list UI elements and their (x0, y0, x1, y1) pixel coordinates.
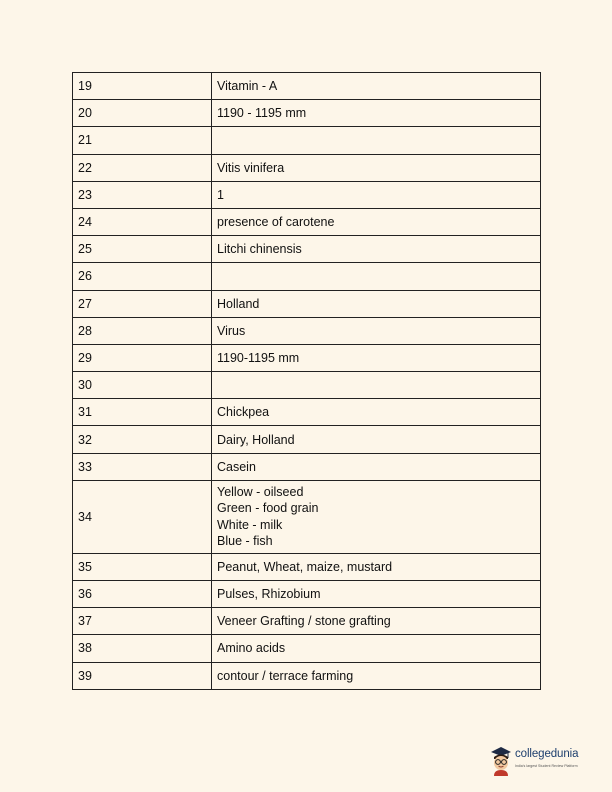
table-row (73, 73, 541, 100)
answer-line: Vitamin - A (217, 79, 278, 94)
answer-line: Vitis vinifera (217, 160, 285, 175)
answer-cell (212, 154, 541, 181)
answer-cell (212, 127, 541, 154)
question-number: 28 (73, 317, 212, 344)
question-number: 19 (73, 73, 212, 100)
question-number: 24 (73, 208, 212, 235)
table-row (73, 127, 541, 154)
logo-tagline: India's largest Student Review Platform (515, 764, 578, 768)
table-row (73, 154, 541, 181)
answer-cell (212, 236, 541, 263)
answer-line: Yellow - oilseed (217, 484, 304, 499)
question-number: 38 (73, 635, 212, 662)
table-row (73, 208, 541, 235)
answer-line: Green - food grain (217, 501, 319, 516)
answer-cell (212, 608, 541, 635)
answer-line: Litchi chinensis (217, 242, 302, 257)
logo-brand-text: collegedunia (515, 748, 579, 760)
answer-cell (212, 635, 541, 662)
question-number: 33 (73, 453, 212, 480)
answer-line: Peanut, Wheat, maize, mustard (217, 559, 393, 574)
answer-cell (212, 100, 541, 127)
answer-line: Veneer Grafting / stone grafting (217, 614, 391, 629)
answer-cell (212, 399, 541, 426)
table-row (73, 581, 541, 608)
answer-line: 1190-1195 mm (217, 350, 300, 365)
answer-line: presence of carotene (217, 215, 335, 230)
question-number: 20 (73, 100, 212, 127)
table-row (73, 480, 541, 553)
table-row (73, 453, 541, 480)
table-row (73, 372, 541, 399)
answer-line: Chickpea (217, 405, 270, 420)
table-row (73, 662, 541, 689)
answer-line: Pulses, Rhizobium (217, 587, 321, 602)
table-row (73, 553, 541, 580)
question-number: 35 (73, 553, 212, 580)
answer-cell (212, 480, 541, 553)
table-row (73, 100, 541, 127)
table-row (73, 344, 541, 371)
question-number: 22 (73, 154, 212, 181)
table-row (73, 290, 541, 317)
mascot-icon (489, 745, 513, 777)
table-row (73, 399, 541, 426)
answer-cell (212, 372, 541, 399)
collegedunia-logo (489, 745, 609, 779)
question-number: 25 (73, 236, 212, 263)
answer-cell (212, 662, 541, 689)
answer-line: Blue - fish (217, 534, 273, 549)
question-number: 31 (73, 399, 212, 426)
table-row (73, 263, 541, 290)
question-number: 21 (73, 127, 212, 154)
answer-line: 1190 - 1195 mm (217, 106, 307, 121)
table-row (73, 236, 541, 263)
answer-cell (212, 73, 541, 100)
answer-line: Virus (217, 323, 246, 338)
answer-cell (212, 181, 541, 208)
question-number: 36 (73, 581, 212, 608)
question-number: 37 (73, 608, 212, 635)
question-number: 32 (73, 426, 212, 453)
answer-cell (212, 426, 541, 453)
table-row (73, 317, 541, 344)
question-number: 27 (73, 290, 212, 317)
table-row (73, 181, 541, 208)
table-row (73, 608, 541, 635)
answer-cell (212, 453, 541, 480)
question-number: 30 (73, 372, 212, 399)
question-number: 34 (73, 480, 212, 553)
answer-cell (212, 208, 541, 235)
answer-line: White - milk (217, 517, 283, 532)
question-number: 26 (73, 263, 212, 290)
table-row (73, 426, 541, 453)
answer-cell (212, 344, 541, 371)
answer-cell (212, 317, 541, 344)
answer-cell (212, 581, 541, 608)
answer-cell (212, 553, 541, 580)
question-number: 23 (73, 181, 212, 208)
answer-line: 1 (217, 187, 224, 202)
question-number: 39 (73, 662, 212, 689)
answer-cell (212, 290, 541, 317)
question-number: 29 (73, 344, 212, 371)
answer-line: Casein (217, 459, 256, 474)
answer-line: Amino acids (217, 641, 286, 656)
answer-line: contour / terrace farming (217, 668, 354, 683)
table-row (73, 635, 541, 662)
answer-cell (212, 263, 541, 290)
answer-table (72, 72, 541, 690)
answer-line: Holland (217, 296, 260, 311)
answer-line: Dairy, Holland (217, 432, 295, 447)
